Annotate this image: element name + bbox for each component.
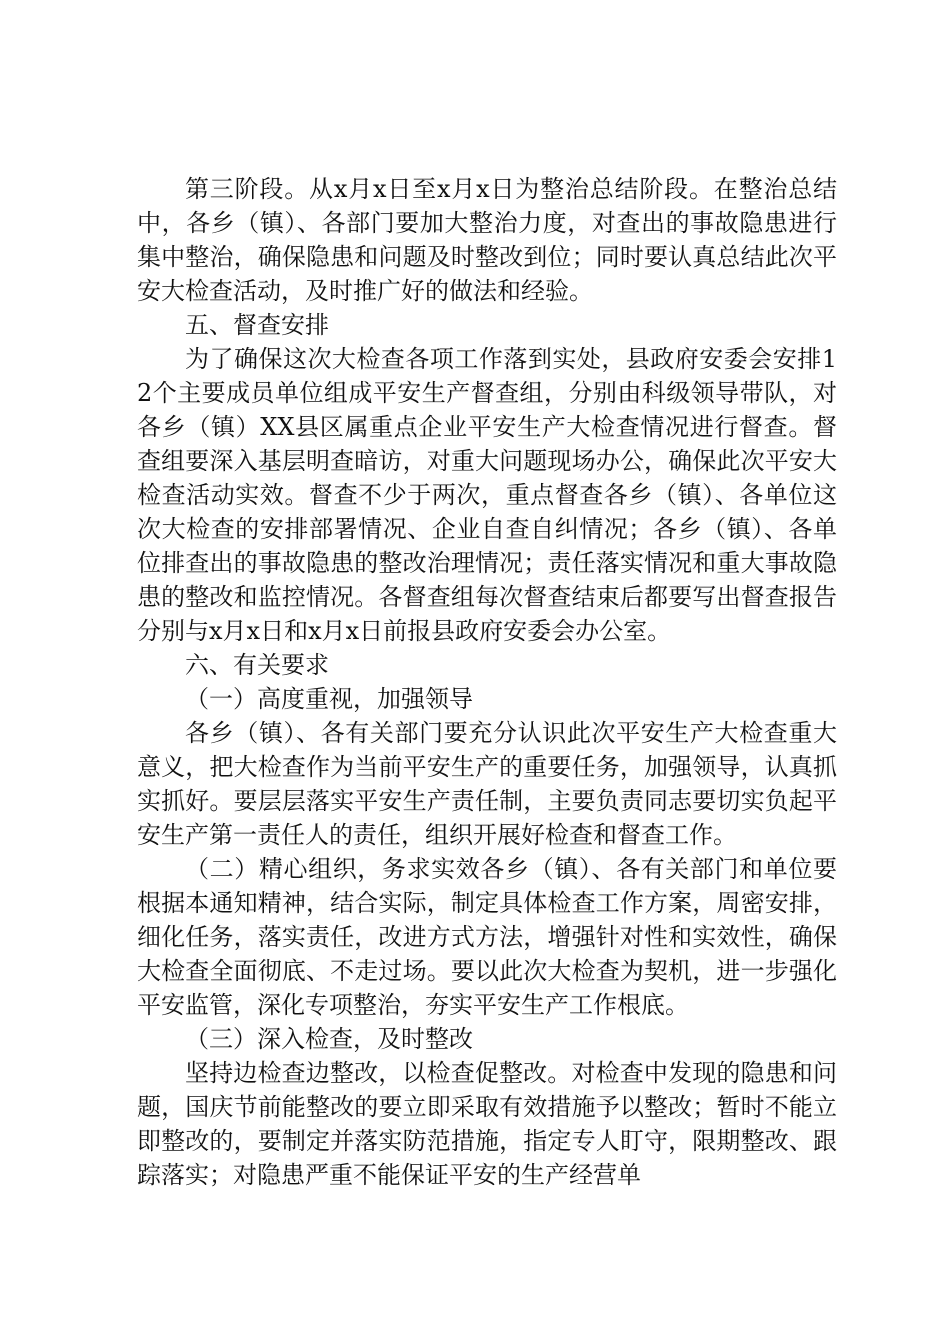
subheading-inspection: （三）深入检查，及时整改 (185, 1025, 473, 1053)
section-heading-requirements: 六、有关要求 (185, 651, 329, 679)
subheading-leadership: （一）高度重视，加强领导 (185, 685, 473, 713)
paragraph-stage-three: 第三阶段。从x月x日至x月x日为整治总结阶段。在整治总结中，各乡（镇）、各部门要加大整治力度，对查出的事故隐患进行集中整治，确保隐患和问题及时整改到位；同时要认真总结此次平安大检查活动，及时推广好的做法和经验。 (137, 175, 837, 305)
section-heading-supervision: 五、督查安排 (185, 311, 329, 339)
document-body (137, 172, 837, 1192)
paragraph-organization: （二）精心组织，务求实效各乡（镇）、各有关部门和单位要根据本通知精神，结合实际，制定具体检查工作方案，周密安排，细化任务，落实责任，改进方式方法，增强针对性和实效性，确保大检查全面彻底、不走过场。要以此次大检查为契机，进一步强化平安监管，深化专项整治，夯实平安生产工作根底。 (137, 855, 837, 1019)
paragraph-inspection: 坚持边检查边整改，以检查促整改。对检查中发现的隐患和问题，国庆节前能整改的要立即采取有效措施予以整改；暂时不能立即整改的，要制定并落实防范措施，指定专人盯守，限期整改、跟踪落实；对隐患严重不能保证平安的生产经营单 (137, 1059, 837, 1189)
paragraph-supervision: 为了确保这次大检查各项工作落到实处，县政府安委会安排12个主要成员单位组成平安生产督查组，分别由科级领导带队，对各乡（镇）XX县区属重点企业平安生产大检查情况进行督查。督查组要深入基层明查暗访，对重大问题现场办公，确保此次平安大检查活动实效。督查不少于两次，重点督查各乡（镇）、各单位这次大检查的安排部署情况、企业自查自纠情况；各乡（镇）、各单位排查出的事故隐患的整改治理情况；责任落实情况和重大事故隐患的整改和监控情况。各督查组每次督查结束后都要写出督查报告分别与x月x日和x月x日前报县政府安委会办公室。 (137, 345, 837, 645)
paragraph-leadership: 各乡（镇）、各有关部门要充分认识此次平安生产大检查重大意义，把大检查作为当前平安生产的重要任务，加强领导，认真抓实抓好。要层层落实平安生产责任制，主要负责同志要切实负起平安生产第一责任人的责任，组织开展好检查和督查工作。 (137, 719, 837, 849)
